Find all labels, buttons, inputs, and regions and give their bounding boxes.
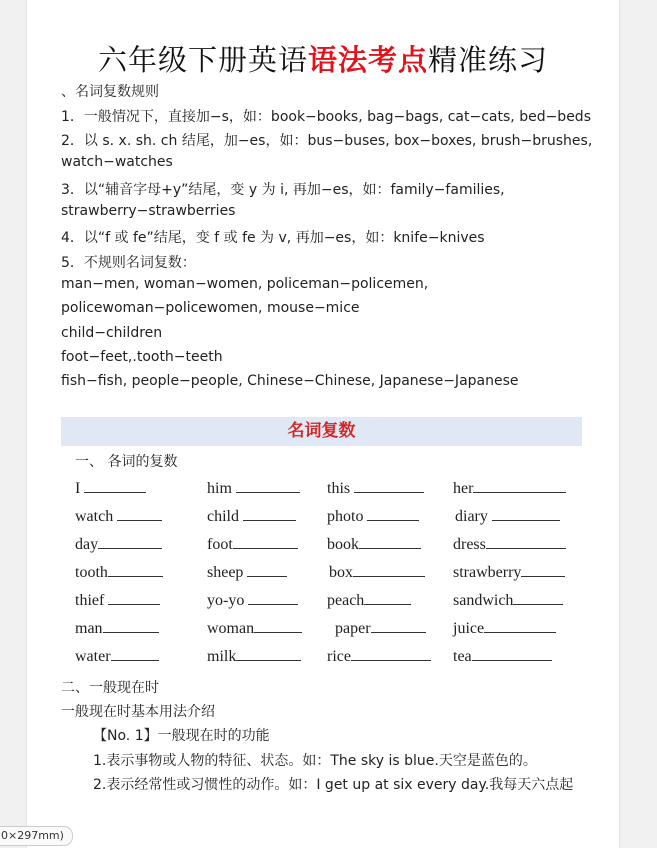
answer-blank[interactable] — [353, 562, 425, 577]
answer-blank[interactable] — [354, 478, 424, 493]
exercise-word: I — [75, 478, 146, 498]
banner-title: 名词复数 — [287, 421, 356, 441]
answer-blank[interactable] — [247, 562, 287, 577]
rule-line: watch−watches — [61, 154, 173, 170]
answer-blank[interactable] — [111, 646, 159, 661]
answer-blank[interactable] — [103, 618, 159, 633]
answer-blank[interactable] — [108, 590, 160, 605]
exercise-word: yo-yo — [207, 590, 298, 610]
answer-blank[interactable] — [492, 506, 560, 521]
usage-line: 2.表示经常性或习惯性的动作。如：I get up at six every day.我每天六点起 — [93, 777, 574, 793]
exercise-word: juice — [453, 618, 556, 638]
document-page — [27, 0, 619, 848]
answer-blank[interactable] — [117, 506, 162, 521]
exercise-word: tea — [453, 646, 552, 666]
exercise-word: man — [75, 618, 159, 638]
exercise-word: sheep — [207, 562, 287, 582]
answer-blank[interactable] — [236, 646, 301, 661]
rule-line: 3．以“辅音字母+y”结尾，变 y 为 i, 再加−es，如：family−families, — [61, 182, 505, 198]
exercise-word: her — [453, 478, 566, 498]
exercise-word: strawberry — [453, 562, 565, 582]
exercise-word: child — [207, 506, 296, 526]
answer-blank[interactable] — [233, 534, 298, 549]
answer-blank[interactable] — [371, 618, 426, 633]
exercise-word: dress — [453, 534, 566, 554]
section2-subheading: 一般现在时基本用法介绍 — [61, 704, 215, 720]
exercise-word: box — [329, 562, 425, 582]
exercise-word: woman — [207, 618, 302, 638]
answer-blank[interactable] — [473, 478, 566, 493]
answer-blank[interactable] — [513, 590, 563, 605]
rule-line: 1．一般情况下，直接加−s，如：book−books, bag−bags, cat−cats, bed−beds — [61, 109, 591, 125]
answer-blank[interactable] — [98, 534, 162, 549]
rule-line: man−men, woman−women, policeman−policemen, — [61, 276, 429, 292]
exercise-word: day — [75, 534, 162, 554]
title-part3: 精准练习 — [428, 43, 549, 77]
answer-blank[interactable] — [84, 478, 146, 493]
answer-blank[interactable] — [108, 562, 163, 577]
exercise-word: sandwich — [453, 590, 563, 610]
scrollbar[interactable] — [645, 0, 657, 848]
rule-line: 4．以“f 或 fe”结尾，变 f 或 fe 为 v, 再加−es，如：knife−knives — [61, 230, 485, 246]
answer-blank[interactable] — [367, 506, 419, 521]
rule-line: policewoman−policewomen, mouse−mice — [61, 300, 360, 316]
exercise-word: photo — [327, 506, 419, 526]
answer-blank[interactable] — [359, 534, 421, 549]
usage-line: 1.表示事物或人物的特征、状态。如：The sky is blue.天空是蓝色的。 — [93, 753, 537, 769]
exercise-word: tooth — [75, 562, 163, 582]
answer-blank[interactable] — [364, 590, 411, 605]
rule-line: child−children — [61, 325, 163, 341]
exercise-word: rice — [327, 646, 431, 666]
exercise-word: foot — [207, 534, 298, 554]
rule-line: fish−fish, people−people, Chinese−Chinese, Japanese−Japanese — [61, 373, 519, 389]
answer-blank[interactable] — [484, 618, 556, 633]
answer-blank[interactable] — [236, 478, 300, 493]
answer-blank[interactable] — [472, 646, 552, 661]
exercise-word: milk — [207, 646, 301, 666]
exercise-word: watch — [75, 506, 162, 526]
section-heading: 、名词复数规则 — [61, 84, 159, 100]
exercise-word: diary — [455, 506, 560, 526]
title-highlight: 语法考点 — [307, 43, 428, 77]
rule-line: 5．不规则名词复数： — [61, 255, 196, 271]
exercise-word: peach — [327, 590, 411, 610]
exercise-word: this — [327, 478, 424, 498]
exercise-word: book — [327, 534, 421, 554]
section2-heading: 二、一般现在时 — [61, 680, 159, 696]
answer-blank[interactable] — [254, 618, 302, 633]
answer-blank[interactable] — [243, 506, 296, 521]
answer-blank[interactable] — [248, 590, 298, 605]
exercise-heading: 一、 各词的复数 — [75, 454, 178, 470]
exercise-word: him — [207, 478, 300, 498]
rule-line: 2．以 s. x. sh. ch 结尾，加−es，如：bus−buses, box−boxes, brush−brushes, — [61, 133, 593, 149]
answer-blank[interactable] — [521, 562, 565, 577]
page-size-label: 0×297mm) — [0, 826, 73, 846]
title-part1: 六年级下册英语 — [97, 43, 308, 77]
page-title — [27, 38, 619, 79]
rule-line: foot−feet,.tooth−teeth — [61, 349, 223, 365]
answer-blank[interactable] — [486, 534, 566, 549]
rule-line: strawberry−strawberries — [61, 203, 236, 219]
exercise-word: paper — [335, 618, 426, 638]
exercise-word: water — [75, 646, 159, 666]
section-banner — [61, 417, 582, 446]
no1-heading: 【No. 1】一般现在时的功能 — [93, 728, 270, 744]
exercise-word: thief — [75, 590, 160, 610]
answer-blank[interactable] — [351, 646, 431, 661]
